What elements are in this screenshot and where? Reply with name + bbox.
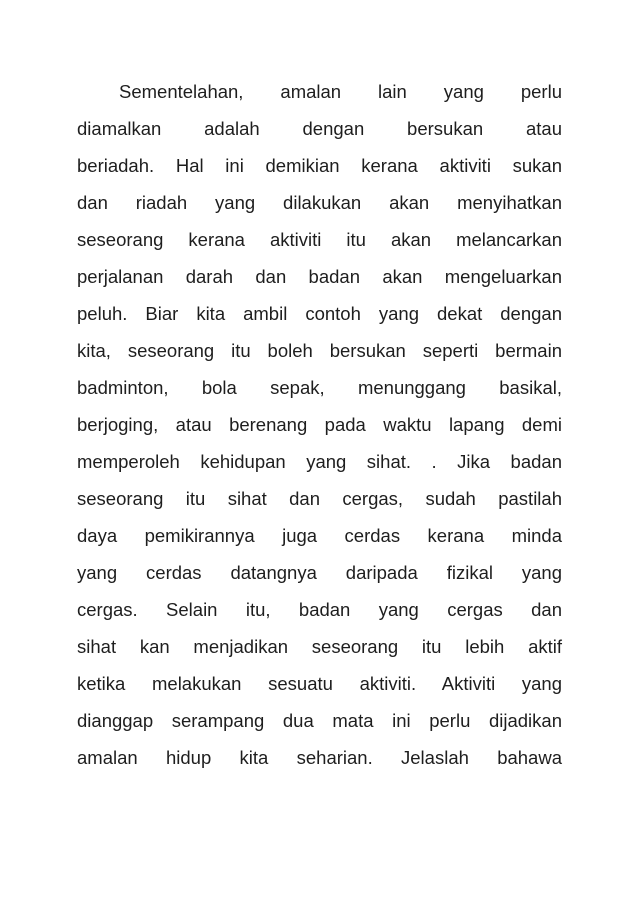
- text-line: cergas. Selain itu, badan yang cergas dan: [77, 599, 562, 620]
- text-line: diamalkan adalah dengan bersukan atau: [77, 118, 562, 139]
- text-line: seseorang kerana aktiviti itu akan melancarkan: [77, 229, 562, 250]
- text-line: badminton, bola sepak, menunggang basikal,: [77, 377, 562, 398]
- text-line: Sementelahan, amalan lain yang perlu: [119, 81, 562, 102]
- text-line: ketika melakukan sesuatu aktiviti. Aktiviti yang: [77, 673, 562, 694]
- text-line: dan riadah yang dilakukan akan menyihatkan: [77, 192, 562, 213]
- text-line: peluh. Biar kita ambil contoh yang dekat dengan: [77, 303, 562, 324]
- text-line: memperoleh kehidupan yang sihat. . Jika badan: [77, 451, 562, 472]
- text-line: perjalanan darah dan badan akan mengeluarkan: [77, 266, 562, 287]
- text-line: yang cerdas datangnya daripada fizikal yang: [77, 562, 562, 583]
- text-line: berjoging, atau berenang pada waktu lapang demi: [77, 414, 562, 435]
- paragraph: [77, 77, 562, 780]
- text-line: daya pemikirannya juga cerdas kerana minda: [77, 525, 562, 546]
- text-line: amalan hidup kita seharian. Jelaslah bahawa: [77, 747, 562, 768]
- text-line: kita, seseorang itu boleh bersukan seperti bermain: [77, 340, 562, 361]
- text-line: dianggap serampang dua mata ini perlu dijadikan: [77, 710, 562, 731]
- text-line: beriadah. Hal ini demikian kerana aktiviti sukan: [77, 155, 562, 176]
- text-line: sihat kan menjadikan seseorang itu lebih aktif: [77, 636, 562, 657]
- text-line: seseorang itu sihat dan cergas, sudah pastilah: [77, 488, 562, 509]
